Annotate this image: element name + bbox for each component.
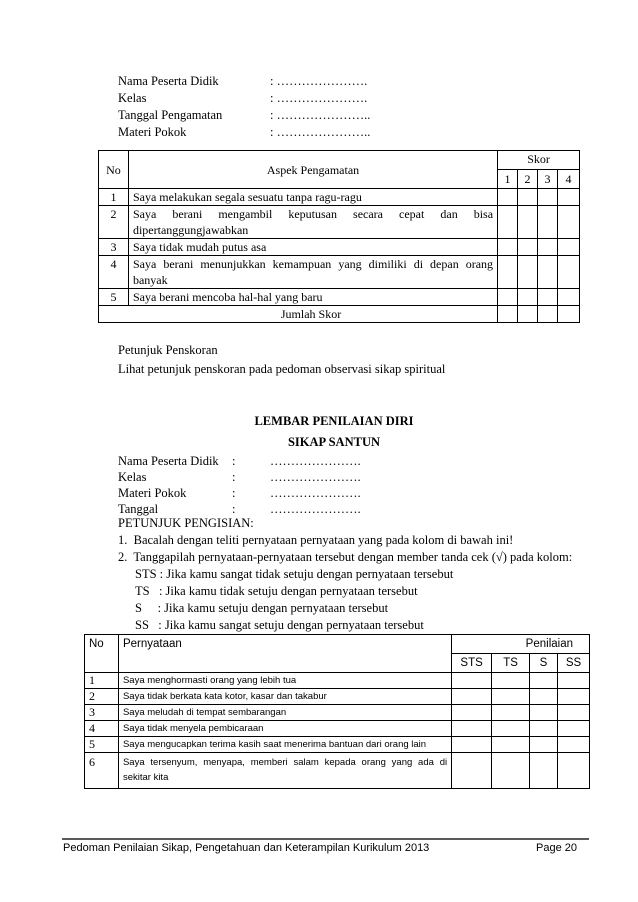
footer-title: Pedoman Penilaian Sikap, Pengetahuan dan Keterampilan Kurikulum 2013 <box>63 842 430 854</box>
rating-cell[interactable] <box>530 705 558 721</box>
row-number: 2 <box>85 689 119 705</box>
identity-value: : …………………. <box>270 91 368 105</box>
rating-cell[interactable] <box>557 721 589 737</box>
score-header: 1 <box>498 170 518 189</box>
table-row <box>99 189 580 206</box>
identity-label: Nama Peserta Didik <box>118 74 219 88</box>
rating-cell[interactable] <box>492 721 530 737</box>
table-row <box>85 721 590 737</box>
rating-cell[interactable] <box>492 737 530 753</box>
observation-table <box>98 150 580 323</box>
score-cell[interactable] <box>498 189 518 206</box>
row-number: 3 <box>99 239 129 256</box>
identity-label: Tanggal Pengamatan <box>118 108 223 122</box>
scale-header: S <box>530 654 558 673</box>
score-cell[interactable] <box>498 206 518 239</box>
identity-colon: : <box>232 470 236 484</box>
rating-cell[interactable] <box>530 753 558 789</box>
table-row <box>99 289 580 306</box>
score-header: 2 <box>518 170 538 189</box>
row-statement <box>128 289 497 306</box>
table-row <box>85 673 590 689</box>
rating-cell[interactable] <box>492 689 530 705</box>
row-number: 5 <box>99 289 129 306</box>
score-header: 3 <box>538 170 558 189</box>
table-row <box>99 206 580 239</box>
identity-value: …………………. <box>270 502 361 516</box>
identity-value: …………………. <box>270 470 361 484</box>
statement-line: Saya tidak berkata kata kotor, kasar dan takabur <box>122 691 327 702</box>
row-number: 5 <box>85 737 119 753</box>
identity-label: Materi Pokok <box>118 486 187 500</box>
header-aspek: Aspek Pengamatan <box>128 151 497 189</box>
footer-divider <box>62 838 589 840</box>
rating-cell[interactable] <box>492 753 530 789</box>
total-label: Jumlah Skor <box>99 306 498 323</box>
score-cell[interactable] <box>538 289 558 306</box>
rating-cell[interactable] <box>452 705 492 721</box>
score-cell[interactable] <box>518 189 538 206</box>
statement-line: dipertanggungjawabkan <box>132 223 249 237</box>
row-number: 2 <box>99 206 129 239</box>
score-cell[interactable] <box>557 256 579 289</box>
table-row <box>85 689 590 705</box>
row-number: 1 <box>99 189 129 206</box>
instruction-item: 1. Bacalah dengan teliti pernyataan pernyataan yang pada kolom di bawah ini! <box>118 533 514 547</box>
rating-cell[interactable] <box>557 737 589 753</box>
rating-cell[interactable] <box>492 705 530 721</box>
row-statement <box>118 753 451 789</box>
score-cell[interactable] <box>518 206 538 239</box>
score-header: 4 <box>557 170 579 189</box>
legend-item: SS : Jika kamu sangat setuju dengan pernyataan tersebut <box>135 618 424 632</box>
score-cell[interactable] <box>538 306 558 323</box>
table-row <box>85 705 590 721</box>
score-cell[interactable] <box>518 289 538 306</box>
rating-cell[interactable] <box>452 737 492 753</box>
rating-cell[interactable] <box>530 737 558 753</box>
scale-header: STS <box>452 654 492 673</box>
total-row <box>99 306 580 323</box>
section-title: LEMBAR PENILAIAN DIRI <box>254 414 414 428</box>
scale-header: TS <box>492 654 530 673</box>
row-number: 3 <box>85 705 119 721</box>
score-cell[interactable] <box>538 206 558 239</box>
row-number: 4 <box>85 721 119 737</box>
instruction-item: 2. Tanggapilah pernyataan-pernyataan tersebut dengan member tanda cek (√) pada kolom: <box>118 550 573 564</box>
rating-cell[interactable] <box>492 673 530 689</box>
scoring-title: Petunjuk Penskoran <box>118 343 218 357</box>
identity-label: Kelas <box>118 470 147 484</box>
row-statement <box>128 189 497 206</box>
rating-cell[interactable] <box>452 673 492 689</box>
statement-line: Saya meludah di tempat sembarangan <box>122 707 287 718</box>
header-no: No <box>85 635 119 673</box>
identity-label: Kelas <box>118 91 147 105</box>
scoring-text: Lihat petunjuk penskoran pada pedoman observasi sikap spiritual <box>118 362 446 376</box>
rating-cell[interactable] <box>557 705 589 721</box>
row-statement <box>118 721 451 737</box>
statement-line: Saya berani mencoba hal-hal yang baru <box>132 290 323 304</box>
identity-colon: : <box>232 486 236 500</box>
statement-line: Saya tersenyum, menyapa, memberi salam kepada orang yang ada di <box>122 757 448 768</box>
statement-line: banyak <box>132 273 168 287</box>
row-statement <box>128 256 497 289</box>
statement-line: Saya berani menunjukkan kemampuan yang dimiliki di depan orang <box>132 257 494 271</box>
identity-value: : …………………. <box>270 74 368 88</box>
score-cell[interactable] <box>557 239 579 256</box>
row-number: 4 <box>99 256 129 289</box>
instructions <box>118 515 588 634</box>
rating-cell[interactable] <box>557 673 589 689</box>
statement-line: Saya berani mengambil keputusan secara cepat dan bisa <box>132 207 494 221</box>
row-statement <box>118 737 451 753</box>
rating-cell[interactable] <box>530 689 558 705</box>
identity-value: …………………. <box>270 454 361 468</box>
score-cell[interactable] <box>498 256 518 289</box>
identity-value: : ………………….. <box>270 108 371 122</box>
row-statement <box>118 705 451 721</box>
score-cell[interactable] <box>557 189 579 206</box>
rating-cell[interactable] <box>452 721 492 737</box>
table-row <box>99 239 580 256</box>
rating-cell[interactable] <box>557 689 589 705</box>
score-cell[interactable] <box>538 239 558 256</box>
table-row <box>85 753 590 789</box>
statement-line: Saya tidak menyela pembicaraan <box>122 723 264 734</box>
identity-label: Materi Pokok <box>118 125 187 139</box>
row-number: 6 <box>85 753 119 789</box>
statement-line: Saya mengucapkan terima kasih saat menerima bantuan dari orang lain <box>122 739 427 750</box>
section-heading <box>0 411 638 453</box>
score-cell[interactable] <box>498 289 518 306</box>
legend-item: STS : Jika kamu sangat tidak setuju dengan pernyataan tersebut <box>135 567 454 581</box>
score-cell[interactable] <box>498 306 518 323</box>
header-pernyataan: Pernyataan <box>118 635 451 673</box>
score-cell[interactable] <box>518 256 538 289</box>
page-number: Page 20 <box>536 842 577 854</box>
identity-label: Tanggal <box>118 502 159 516</box>
identity-colon: : <box>232 502 236 516</box>
identity-colon: : <box>232 454 236 468</box>
scale-header: SS <box>557 654 589 673</box>
identity-block-1 <box>118 73 418 141</box>
score-cell[interactable] <box>498 239 518 256</box>
instructions-title: PETUNJUK PENGISIAN: <box>118 516 254 530</box>
score-cell[interactable] <box>557 289 579 306</box>
legend-item: S : Jika kamu setuju dengan pernyataan tersebut <box>135 601 389 615</box>
rating-cell[interactable] <box>557 753 589 789</box>
scoring-note <box>118 341 445 379</box>
statement-line: Saya menghormasti orang yang lebih tua <box>122 675 297 686</box>
legend-item: TS : Jika kamu tidak setuju dengan pernyataan tersebut <box>135 584 418 598</box>
rating-cell[interactable] <box>452 753 492 789</box>
statement-line: Saya melakukan segala sesuatu tanpa ragu-ragu <box>132 190 362 204</box>
score-cell[interactable] <box>518 306 538 323</box>
rating-cell[interactable] <box>452 689 492 705</box>
score-cell[interactable] <box>557 306 579 323</box>
identity-value: : ………………….. <box>270 125 371 139</box>
header-penilaian: Penilaian <box>452 635 590 654</box>
identity-value: …………………. <box>270 486 361 500</box>
row-number: 1 <box>85 673 119 689</box>
score-cell[interactable] <box>538 256 558 289</box>
rating-cell[interactable] <box>530 721 558 737</box>
identity-block-2 <box>118 453 418 517</box>
table-row <box>99 256 580 289</box>
score-cell[interactable] <box>557 206 579 239</box>
row-statement <box>128 206 497 239</box>
row-statement <box>128 239 497 256</box>
statement-line: sekitar kita <box>122 772 169 783</box>
identity-label: Nama Peserta Didik <box>118 454 219 468</box>
row-statement <box>118 689 451 705</box>
statement-line: Saya tidak mudah putus asa <box>132 240 267 254</box>
self-assessment-table <box>84 634 590 789</box>
header-skor: Skor <box>498 151 580 170</box>
rating-cell[interactable] <box>530 673 558 689</box>
row-statement <box>118 673 451 689</box>
score-cell[interactable] <box>518 239 538 256</box>
score-cell[interactable] <box>538 189 558 206</box>
section-subtitle: SIKAP SANTUN <box>287 435 381 449</box>
header-no: No <box>99 151 129 189</box>
table-row <box>85 737 590 753</box>
